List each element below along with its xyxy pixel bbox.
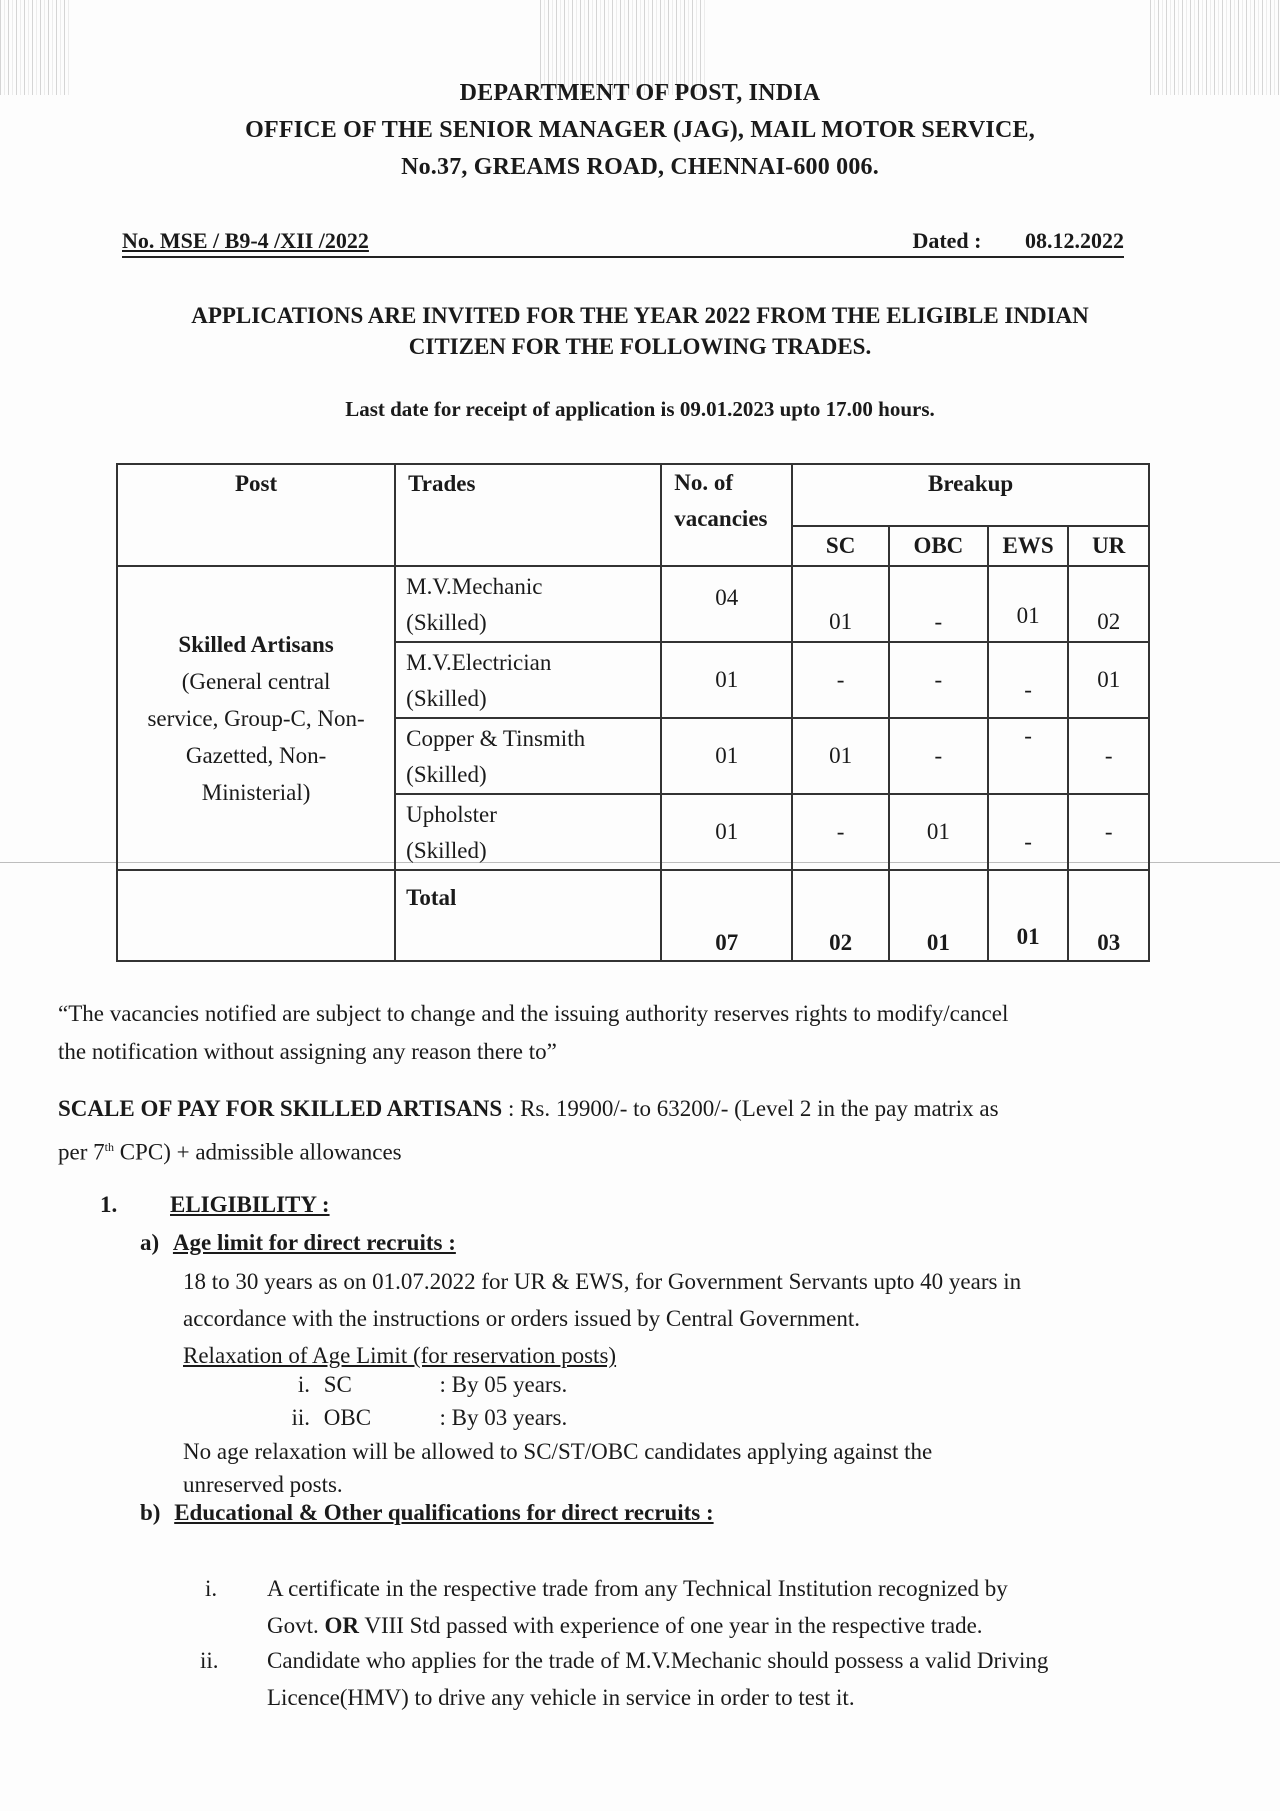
qualification-item: i. A certificate in the respective trade from any Technical Institution recognized by Govt. OR VIII Std passed with experience of one year in the respective trade. <box>205 1570 1225 1644</box>
pay-scale <box>58 1090 1218 1172</box>
ur-cell: - <box>1068 718 1149 794</box>
header-vacancies: No. of vacancies <box>661 464 792 566</box>
vacancies-cell: 01 <box>661 718 792 794</box>
pay-scale-range: : Rs. 19900/- to 63200/- (Level 2 in the pay matrix as <box>502 1096 999 1121</box>
age-limit-heading <box>140 1230 456 1256</box>
ews-cell: - <box>988 718 1069 794</box>
header-ur: UR <box>1068 526 1149 566</box>
disclaimer <box>58 995 1218 1071</box>
obc-cell: - <box>889 566 988 642</box>
total-ur: 03 <box>1068 870 1149 961</box>
relaxation-title: Relaxation of Age Limit (for reservation posts) <box>183 1343 617 1368</box>
obc-cell: - <box>889 642 988 718</box>
post-cell: Skilled Artisans (General central service, Group-C, Non- Gazetted, Non- Ministerial) <box>117 566 395 870</box>
vacancies-cell: 04 <box>661 566 792 642</box>
obc-cell: - <box>889 718 988 794</box>
reference-row <box>122 228 1124 258</box>
total-ews: 01 <box>988 870 1069 961</box>
education-heading <box>140 1500 714 1526</box>
vacancies-cell: 01 <box>661 642 792 718</box>
invitation-heading <box>70 300 1210 362</box>
total-obc: 01 <box>889 870 988 961</box>
section-title-eligibility: ELIGIBILITY : <box>170 1192 330 1217</box>
office-address: No.37, GREAMS ROAD, CHENNAI-600 006. <box>401 154 879 180</box>
relaxation-note-line-1: No age relaxation will be allowed to SC/ST/OBC candidates applying against the <box>183 1439 933 1464</box>
age-limit-line-2: accordance with the instructions or orders issued by Central Government. <box>183 1306 861 1331</box>
age-limit-body <box>183 1263 1223 1374</box>
relaxation-note <box>183 1435 1223 1501</box>
sc-cell: 01 <box>792 566 889 642</box>
qualification-number: ii. <box>200 1648 219 1673</box>
reference-number: No. MSE / B9-4 /XII /2022 <box>122 228 369 253</box>
header-trades: Trades <box>395 464 661 566</box>
header-breakup: Breakup <box>792 464 1149 526</box>
pay-scale-cpc: per 7 <box>58 1139 105 1165</box>
education-title: Educational & Other qualifications for direct recruits : <box>174 1500 714 1525</box>
ews-cell: - <box>988 642 1069 718</box>
ordinal-suffix: th <box>104 1140 114 1154</box>
pay-scale-allowances: CPC) + admissible allowances <box>113 1139 402 1165</box>
ews-cell: 01 <box>988 566 1069 642</box>
disclaimer-line-1: “The vacancies notified are subject to change and the issuing authority reserves rights to modify/cancel <box>58 1001 1009 1026</box>
ur-cell: - <box>1068 794 1149 870</box>
relaxation-note-line-2: unreserved posts. <box>183 1472 343 1497</box>
relaxation-item: ii. OBC : By 03 years. <box>291 1405 568 1430</box>
trade-cell: M.V.Electrician (Skilled) <box>395 642 661 718</box>
department-name: DEPARTMENT OF POST, INDIA <box>459 80 821 106</box>
ews-cell: - <box>988 794 1069 870</box>
office-name: OFFICE OF THE SENIOR MANAGER (JAG), MAIL MOTOR SERVICE, <box>245 117 1035 143</box>
sc-cell: - <box>792 794 889 870</box>
sc-cell: - <box>792 642 889 718</box>
header-post: Post <box>117 464 395 566</box>
obc-cell: 01 <box>889 794 988 870</box>
subsection-marker-b: b) <box>140 1500 161 1525</box>
total-row <box>117 870 1149 961</box>
invitation-line-2: CITIZEN FOR THE FOLLOWING TRADES. <box>408 334 872 359</box>
trade-cell: Copper & Tinsmith (Skilled) <box>395 718 661 794</box>
trade-cell: Upholster (Skilled) <box>395 794 661 870</box>
pay-scale-label: SCALE OF PAY FOR SKILLED ARTISANS <box>58 1096 503 1121</box>
disclaimer-line-2: the notification without assigning any reason there to” <box>58 1039 557 1064</box>
header-obc: OBC <box>889 526 988 566</box>
dated <box>898 228 1124 254</box>
header-sc: SC <box>792 526 889 566</box>
dated-label: Dated : <box>912 228 982 253</box>
total-post-cell <box>117 870 395 961</box>
section-number: 1. <box>100 1192 118 1217</box>
total-vacancies: 07 <box>661 870 792 961</box>
qualification-number: i. <box>205 1576 218 1601</box>
ur-cell: 02 <box>1068 566 1149 642</box>
ur-cell: 01 <box>1068 642 1149 718</box>
total-sc: 02 <box>792 870 889 961</box>
table-row <box>117 566 1149 642</box>
table-header-row <box>117 464 1149 526</box>
header-ews: EWS <box>988 526 1069 566</box>
age-limit-title: Age limit for direct recruits : <box>172 1230 456 1255</box>
total-label: Total <box>395 870 661 961</box>
qualification-item: ii. Candidate who applies for the trade of M.V.Mechanic should possess a valid Driving Licence(HMV) to drive any vehicle in service in order to test it. <box>200 1642 1230 1716</box>
invitation-line-1: APPLICATIONS ARE INVITED FOR THE YEAR 2022 FROM THE ELIGIBLE INDIAN <box>191 303 1089 328</box>
vacancy-table <box>116 463 1150 962</box>
post-title: Skilled Artisans <box>178 631 334 657</box>
relaxation-item: i. SC : By 05 years. <box>297 1372 568 1397</box>
vacancies-cell: 01 <box>661 794 792 870</box>
age-limit-line-1: 18 to 30 years as on 01.07.2022 for UR & EWS, for Government Servants upto 40 years in <box>183 1269 1022 1294</box>
last-date-notice: Last date for receipt of application is 09.01.2023 upto 17.00 hours. <box>345 397 935 421</box>
trade-cell: M.V.Mechanic (Skilled) <box>395 566 661 642</box>
sc-cell: 01 <box>792 718 889 794</box>
dated-value: 08.12.2022 <box>1025 228 1124 253</box>
subsection-marker-a: a) <box>140 1230 160 1255</box>
